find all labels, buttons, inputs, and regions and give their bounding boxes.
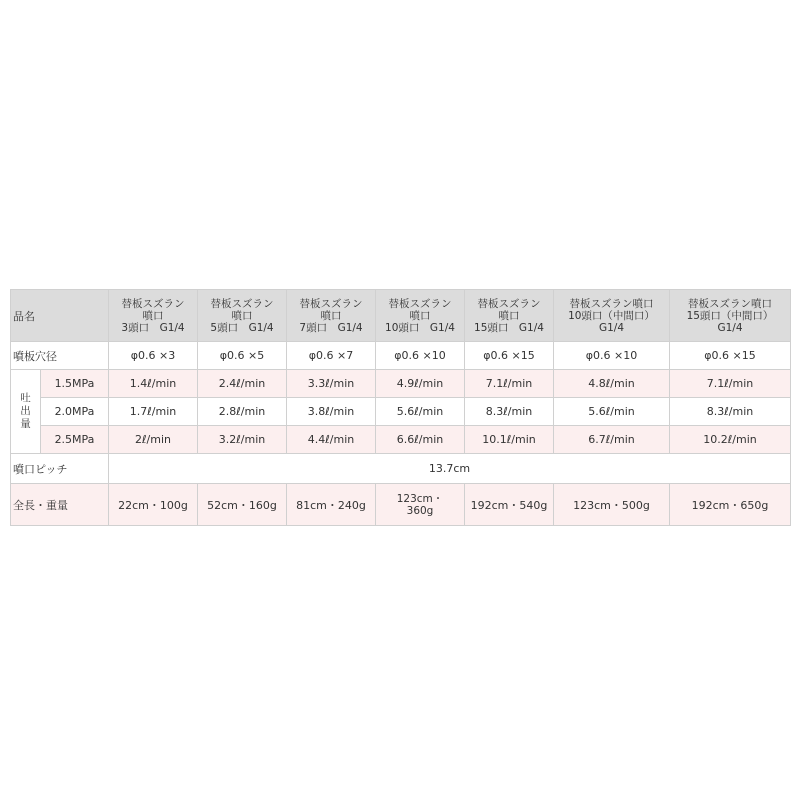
table-cell: 1.7ℓ/min	[109, 398, 198, 426]
table-cell: φ0.6 ×10	[376, 342, 465, 370]
table-cell: 2.8ℓ/min	[198, 398, 287, 426]
table-cell: 4.8ℓ/min	[554, 370, 670, 398]
table-cell: φ0.6 ×3	[109, 342, 198, 370]
pitch-row	[11, 454, 791, 484]
table-cell: 7.1ℓ/min	[465, 370, 554, 398]
table-cell: 22cm・100g	[109, 484, 198, 526]
discharge-row-3	[11, 426, 791, 454]
table-cell: 4.4ℓ/min	[287, 426, 376, 454]
product-name-6: 替板スズラン噴口 10頭口（中間口） G1/4	[554, 290, 670, 342]
table-cell: 8.3ℓ/min	[670, 398, 791, 426]
table-cell: 3.8ℓ/min	[287, 398, 376, 426]
table-cell: 192cm・650g	[670, 484, 791, 526]
discharge-row-2	[11, 398, 791, 426]
table-cell: 5.6ℓ/min	[554, 398, 670, 426]
table-cell: φ0.6 ×7	[287, 342, 376, 370]
table-cell: 123cm・ 360g	[376, 484, 465, 526]
length-weight-label: 全長・重量	[11, 484, 109, 526]
discharge-label: 吐 出 量	[11, 370, 41, 454]
product-name-1: 替板スズラン 噴口 3頭口 G1/4	[109, 290, 198, 342]
pressure-label: 2.0MPa	[41, 398, 109, 426]
pitch-label: 噴口ピッチ	[11, 454, 109, 484]
product-name-7: 替板スズラン噴口 15頭口（中間口） G1/4	[670, 290, 791, 342]
table-cell: 10.1ℓ/min	[465, 426, 554, 454]
table-cell: 123cm・500g	[554, 484, 670, 526]
table-cell: 5.6ℓ/min	[376, 398, 465, 426]
product-name-4: 替板スズラン 噴口 10頭口 G1/4	[376, 290, 465, 342]
table-cell: 10.2ℓ/min	[670, 426, 791, 454]
table-cell: φ0.6 ×15	[670, 342, 791, 370]
length-weight-row	[11, 484, 791, 526]
table-cell: 3.3ℓ/min	[287, 370, 376, 398]
table-cell: 81cm・240g	[287, 484, 376, 526]
pressure-label: 1.5MPa	[41, 370, 109, 398]
table-cell: 2.4ℓ/min	[198, 370, 287, 398]
table-cell: 52cm・160g	[198, 484, 287, 526]
table-cell: φ0.6 ×15	[465, 342, 554, 370]
product-name-5: 替板スズラン 噴口 15頭口 G1/4	[465, 290, 554, 342]
table-cell: 7.1ℓ/min	[670, 370, 791, 398]
table-cell: 192cm・540g	[465, 484, 554, 526]
table-cell: 4.9ℓ/min	[376, 370, 465, 398]
product-name-3: 替板スズラン 噴口 7頭口 G1/4	[287, 290, 376, 342]
pressure-label: 2.5MPa	[41, 426, 109, 454]
table-cell: 6.6ℓ/min	[376, 426, 465, 454]
table-cell: φ0.6 ×10	[554, 342, 670, 370]
pitch-value: 13.7cm	[109, 454, 791, 484]
table-cell: 2ℓ/min	[109, 426, 198, 454]
product-name-2: 替板スズラン 噴口 5頭口 G1/4	[198, 290, 287, 342]
spec-table	[10, 289, 791, 526]
table-cell: φ0.6 ×5	[198, 342, 287, 370]
table-cell: 6.7ℓ/min	[554, 426, 670, 454]
spec-table-container	[10, 289, 790, 526]
header-row	[11, 290, 791, 342]
discharge-row-1	[11, 370, 791, 398]
table-cell: 3.2ℓ/min	[198, 426, 287, 454]
table-cell: 1.4ℓ/min	[109, 370, 198, 398]
hole-diameter-row	[11, 342, 791, 370]
header-label: 品名	[11, 290, 109, 342]
hole-diameter-label: 噴板穴径	[11, 342, 109, 370]
table-cell: 8.3ℓ/min	[465, 398, 554, 426]
